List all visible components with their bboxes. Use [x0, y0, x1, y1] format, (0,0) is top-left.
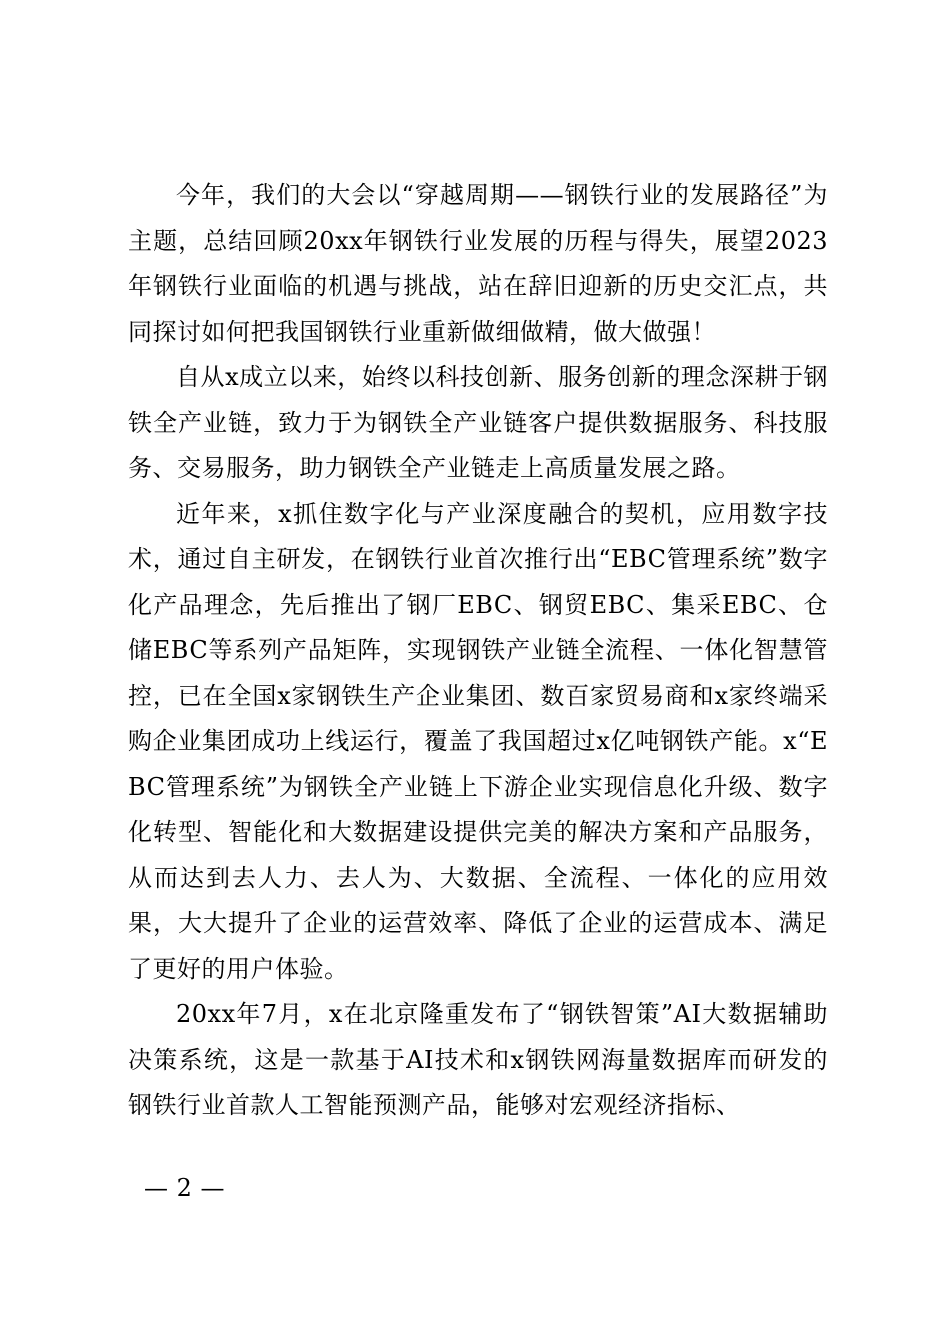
- paragraph-ebc-system: 近年来，x抓住数字化与产业深度融合的契机，应用数字技术，通过自主研发，在钢铁行业首次推行出“EBC管理系统”数字化产品理念，先后推出了钢厂EBC、钢贸EBC、集采EBC、仓储EBC等系列产品矩阵，实现钢铁产业链全流程、一体化智慧管控，已在全国x家钢铁生产企业集团、数百家贸易商和x家终端采购企业集团成功上线运行，覆盖了我国超过x亿吨钢铁产能。x“EBC管理系统”为钢铁全产业链上下游企业实现信息化升级、数字化转型、智能化和大数据建设提供完美的解决方案和产品服务，从而达到去人力、去人为、大数据、全流程、一体化的应用效果，大大提升了企业的运营效率、降低了企业的运营成本、满足了更好的用户体验。: [128, 499, 828, 983]
- page-number: — 2 —: [144, 1174, 226, 1202]
- paragraph-company-mission: 自从x成立以来，始终以科技创新、服务创新的理念深耕于钢铁全产业链，致力于为钢铁全产业链客户提供数据服务、科技服务、交易服务，助力钢铁全产业链走上高质量发展之路。: [128, 363, 828, 482]
- body-text: [128, 173, 828, 1129]
- paragraph-ai-decision-system: 20xx年7月，x在北京隆重发布了“钢铁智策”AI大数据辅助决策系统，这是一款基于AI技术和x钢铁网海量数据库而研发的钢铁行业首款人工智能预测产品，能够对宏观经济指标、: [128, 1000, 828, 1119]
- paragraph-conference-theme: 今年，我们的大会以“穿越周期——钢铁行业的发展路径”为主题，总结回顾20xx年钢铁行业发展的历程与得失，展望2023年钢铁行业面临的机遇与挑战，站在辞旧迎新的历史交汇点，共同探讨如何把我国钢铁行业重新做细做精，做大做强！: [128, 181, 828, 346]
